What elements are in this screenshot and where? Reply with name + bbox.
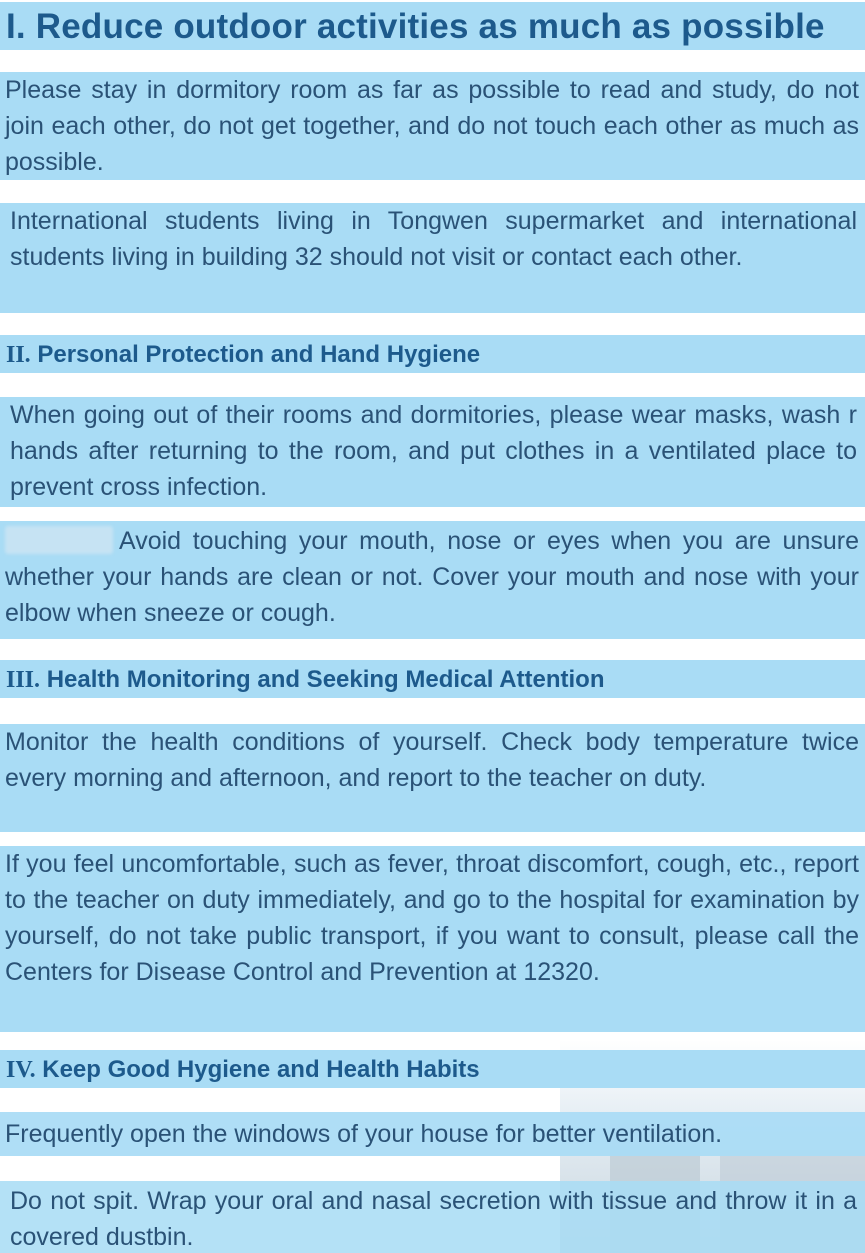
section-2-heading	[0, 335, 865, 373]
section-4-numeral: IV.	[6, 1057, 36, 1083]
section-1-paragraph-2: International students living in Tongwen supermarket and international students living in building 32 should not visit or contact each other.	[0, 203, 865, 313]
blurred-region	[5, 526, 113, 554]
section-2-paragraph-2-text: Avoid touching your mouth, nose or eyes when you are unsure whether your hands are clean or not. Cover your mouth and nose with your elbow when sneeze or cough.	[5, 527, 859, 627]
section-3-paragraph-1: Monitor the health conditions of yourself. Check body temperature twice every morning and afternoon, and report to the teacher on duty.	[0, 724, 865, 832]
section-2-paragraph-1: When going out of their rooms and dormitories, please wear masks, wash r hands after returning to the room, and put clothes in a ventilated place to prevent cross infection.	[0, 397, 865, 507]
section-4-heading-text: Keep Good Hygiene and Health Habits	[35, 1056, 480, 1083]
section-3-paragraph-2: If you feel uncomfortable, such as fever, throat discomfort, cough, etc., report to the teacher on duty immediately, and go to the hospital for examination by yourself, do not take public transport, if you want to consult, please call the Centers for Disease Control and Prevention at 12320.	[0, 846, 865, 1032]
section-3-heading	[0, 660, 865, 698]
section-2-heading-text: Personal Protection and Hand Hygiene	[30, 341, 481, 368]
section-3-numeral: III.	[6, 667, 41, 693]
section-2-paragraph-2	[0, 521, 865, 639]
section-2-numeral: II.	[6, 342, 31, 368]
section-1-paragraph-1: Please stay in dormitory room as far as possible to read and study, do not join each other, do not get together, and do not touch each other as much as possible.	[0, 72, 865, 180]
section-3-heading-text: Health Monitoring and Seeking Medical Attention	[40, 666, 605, 693]
section-4-paragraph-2: Do not spit. Wrap your oral and nasal secretion with tissue and throw it in a covered dustbin.	[0, 1181, 865, 1253]
section-4-heading	[0, 1050, 865, 1088]
section-4-paragraph-1: Frequently open the windows of your house for better ventilation.	[0, 1112, 865, 1156]
section-1-heading: I. Reduce outdoor activities as much as possible	[0, 2, 865, 50]
